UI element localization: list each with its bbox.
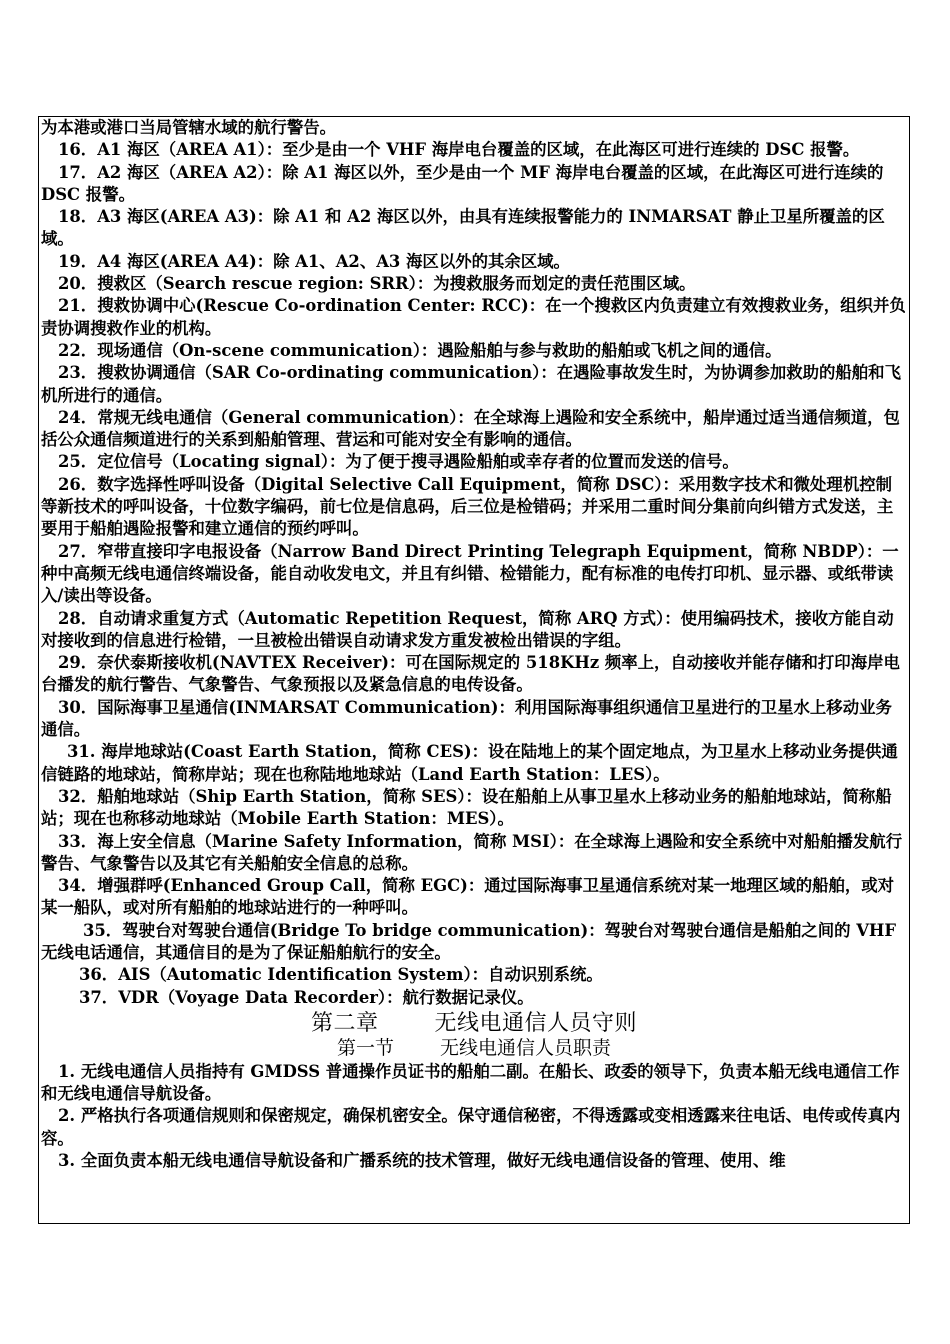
paragraph: 20．搜救区（Search rescue region: SRR）：为搜救服务而划定的责任范围区域。 xyxy=(58,274,696,294)
paragraph: 37．VDR（Voyage Data Recorder）：航行数据记录仪。 xyxy=(79,987,534,1007)
paragraph: 3. 全面负责本船无线电通信导航设备和广播系统的技术管理，做好无线电通信设备的管理、使用、维 xyxy=(58,1151,786,1171)
paragraph: 为本港或港口当局管辖水域的航行警告。 xyxy=(41,118,337,137)
paragraph: 16．A1 海区（AREA A1）：至少是由一个 VHF 海岸电台覆盖的区域，在此海区可进行连续的 DSC 报警。 xyxy=(58,140,860,160)
paragraph: 35．驾驶台对驾驶台通信(Bridge To bridge communication)：驾驶台对驾驶台通信是船舶之间的 VHF 无线电话通信，其通信目的是为了保证船舶航行的安全。 xyxy=(41,920,897,962)
paragraph: 36．AIS（Automatic Identification System）：自动识别系统。 xyxy=(79,965,603,985)
paragraph: 30．国际海事卫星通信(INMARSAT Communication)：利用国际海事组织通信卫星进行的卫星水上移动业务通信。 xyxy=(41,697,892,740)
duties-list xyxy=(41,1061,907,1172)
section-title: 无线电通信人员职责 xyxy=(440,1036,612,1059)
paragraph: 2. 严格执行各项通信规则和保密规定，确保机密安全。保守通信秘密，不得透露或变相透露来往电话、电传或传真内容。 xyxy=(41,1106,901,1148)
chapter-heading xyxy=(41,1011,907,1037)
paragraph: 31. 海岸地球站(Coast Earth Station，简称 CES)：设在陆地上的某个固定地点，为卫星水上移动业务提供通信链路的地球站，简称岸站；现在也称陆地地球站（Land Earth Station：LES）。 xyxy=(41,742,898,784)
paragraph: 24．常规无线电通信（General communication）：在全球海上遇险和安全系统中，船岸通过适当通信频道，包括公众通信频道进行的关系到船舶管理、营运和可能对安全有影响的通信。 xyxy=(41,407,900,450)
paragraph: 1. 无线电通信人员指持有 GMDSS 普通操作员证书的船舶二副。在船长、政委的领导下，负责本船无线电通信工作和无线电通信导航设备。 xyxy=(41,1061,900,1104)
paragraph: 17．A2 海区（AREA A2）：除 A1 海区以外，至少是由一个 MF 海岸电台覆盖的区域，在此海区可进行连续的 DSC 报警。 xyxy=(41,162,884,204)
chapter-number: 第二章 xyxy=(310,1010,379,1036)
paragraph: 25．定位信号（Locating signal）：为了便于搜寻遇险船舶或幸存者的位置而发送的信号。 xyxy=(58,452,739,472)
paragraph: 19．A4 海区(AREA A4)：除 A1、A2、A3 海区以外的其余区域。 xyxy=(58,251,570,271)
paragraph: 26．数字选择性呼叫设备（Digital Selective Call Equipment，简称 DSC）：采用数字技术和微处理机控制等新技术的呼叫设备，十位数字编码，前七位是信息码，后三位是检错码；并采用二重时间分集前向纠错方式发送，主要用于船舶遇险报警和建立通信的预约呼叫。 xyxy=(41,474,894,539)
paragraph: 28．自动请求重复方式（Automatic Repetition Request，简称 ARQ 方式）：使用编码技术，接收方能自动对接收到的信息进行检错，一旦被检出错误自动请求发方重发被检出错误的字组。 xyxy=(41,608,894,650)
definitions-list xyxy=(41,117,907,1009)
paragraph: 32．船舶地球站（Ship Earth Station，简称 SES）：设在船舶上从事卫星水上移动业务的船舶地球站，简称船站；现在也称移动地球站（Mobile Earth Station：MES）。 xyxy=(41,786,892,829)
paragraph: 34．增强群呼(Enhanced Group Call，简称 EGC)：通过国际海事卫星通信系统对某一地理区域的船舶，或对某一船队，或对所有船舶的地球站进行的一种呼叫。 xyxy=(41,876,895,918)
paragraph: 22．现场通信（On-scene communication）：遇险船舶与参与救助的船舶或飞机之间的通信。 xyxy=(58,340,782,360)
chapter-title: 无线电通信人员守则 xyxy=(434,1010,638,1036)
paragraph: 33．海上安全信息（Marine Safety Information，简称 MSI）：在全球海上遇险和安全系统中对船舶播发航行警告、气象警告以及其它有关船舶安全信息的总称。 xyxy=(41,831,903,873)
paragraph: 18．A3 海区(AREA A3)：除 A1 和 A2 海区以外，由具有连续报警能力的 INMARSAT 静止卫星所覆盖的区域。 xyxy=(41,207,885,249)
paragraph: 21．搜救协调中心(Rescue Co-ordination Center: RCC)：在一个搜救区内负责建立有效搜救业务，组织并负责协调搜救作业的机构。 xyxy=(41,296,906,338)
page-frame xyxy=(38,116,910,1224)
section-number: 第一节 xyxy=(336,1036,394,1059)
section-heading xyxy=(41,1037,907,1060)
paragraph: 23．搜救协调通信（SAR Co-ordinating communication）：在遇险事故发生时，为协调参加救助的船舶和飞机所进行的通信。 xyxy=(41,363,901,405)
paragraph: 29．奈伏泰斯接收机(NAVTEX Receiver)：可在国际规定的 518KHz 频率上，自动接收并能存储和打印海岸电台播发的航行警告、气象警告、气象预报以及紧急信息的电传设备。 xyxy=(41,653,900,695)
document-body xyxy=(39,117,909,1172)
paragraph: 27．窄带直接印字电报设备（Narrow Band Direct Printing Telegraph Equipment，简称 NBDP）：一种中高频无线电通信终端设备，能自动收发电文，并且有纠错、检错能力，配有标准的电传打印机、显示器、或纸带读入/读出等设备。 xyxy=(41,541,899,606)
